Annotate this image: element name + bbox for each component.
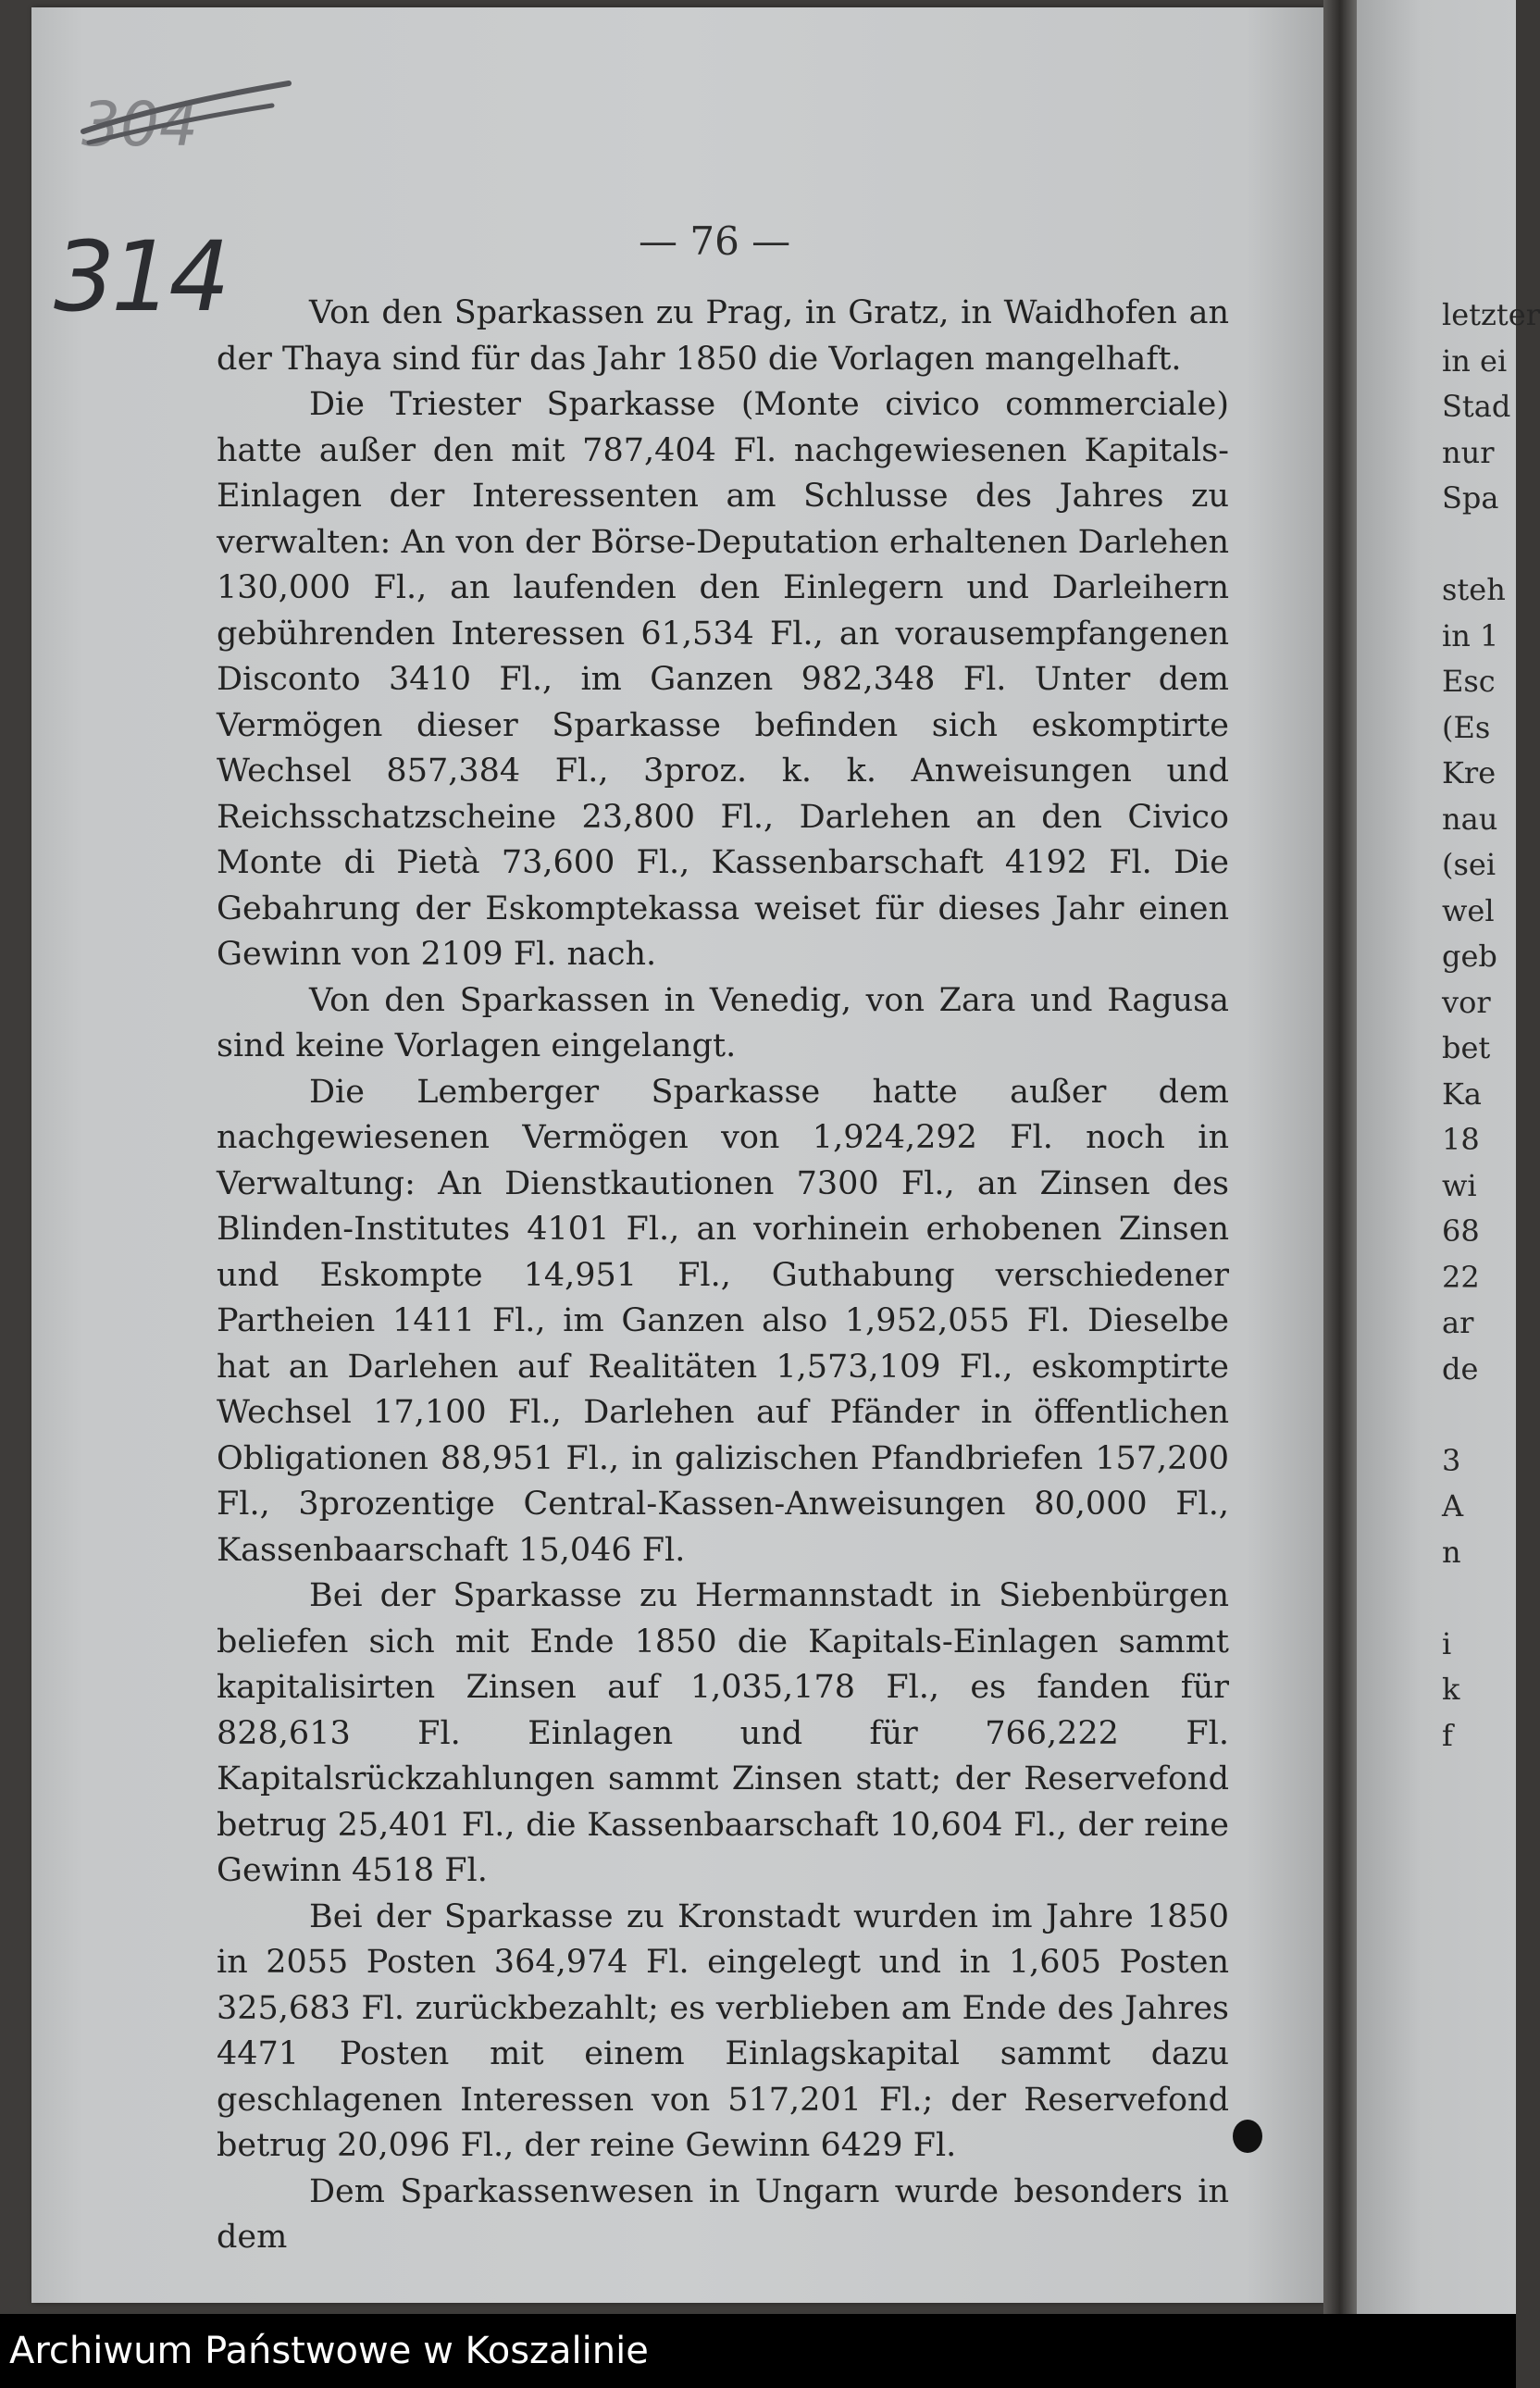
paragraph-hermannstadt: Bei der Sparkasse zu Hermannstadt in Siebenbürgen beliefen sich mit Ende 1850 die Kapitals-Einlagen sammt kapitalisirten Zinsen auf 1,035,178 Fl., es fanden für 828,613 Fl. Einlagen und für 766,222 Fl. Kapitalsrückzahlungen sammt Zinsen statt; der Reservefond betrug 25,401 Fl., die Kassenbaarschaft 10,604 Fl., der reine Gewinn 4518 Fl. [217,1577,1229,1889]
margin-fragment: k [1442,1672,1460,1707]
margin-fragment: Esc [1442,664,1496,699]
margin-fragment: in 1 [1442,617,1499,653]
margin-fragment: 18 [1442,1122,1480,1157]
margin-fragment [1442,1575,1516,1622]
margin-fragment: 68 [1442,1213,1480,1249]
margin-fragment: bet [1442,1030,1491,1065]
margin-fragment: 3 [1442,1442,1461,1478]
book-gutter [1323,0,1357,2314]
margin-fragment: Kre [1442,755,1497,790]
margin-fragment: in ei [1442,342,1508,379]
margin-fragment: 22 [1442,1259,1480,1295]
margin-fragment: wi [1442,1167,1477,1203]
margin-fragment: (Es [1442,709,1491,745]
paragraph-prag-gratz: Von den Sparkassen zu Prag, in Gratz, in Waidhofen an der Thaya sind für das Jahr 1850 die Vorlagen mangelhaft. [217,294,1229,378]
margin-fragment: i [1442,1625,1452,1661]
page-number: — 76 — [639,218,791,264]
archive-number: 314 [54,220,227,333]
margin-fragment: wel [1442,892,1495,928]
margin-fragment: letzter [1442,297,1540,332]
margin-fragment: nur [1442,434,1495,470]
margin-fragment: steh [1442,572,1506,607]
paragraph-venedig: Von den Sparkassen in Venedig, von Zara und Ragusa sind keine Vorlagen eingelangt. [217,981,1229,1064]
margin-fragment: nau [1442,801,1498,837]
ink-blot [1233,2120,1262,2153]
margin-fragment: ar [1442,1305,1474,1340]
margin-fragment: (sei [1442,847,1497,882]
margin-fragment: de [1442,1350,1479,1387]
paragraph-kronstadt: Bei der Sparkasse zu Kronstadt wurden im Jahre 1850 in 2055 Posten 364,974 Fl. eingelegt und in 1,605 Posten 325,683 Fl. zurückbezahlt; es verblieben am Ende des Jahres 4471 Posten mit einem Einlagskapital sammt dazu geschlagenen Interessen von 517,201 Fl.; der Reservefond betrug 20,096 Fl., der reine Gewinn 6429 Fl. [217,1897,1229,2164]
margin-fragment: f [1442,1717,1453,1753]
right-page-text-fragments [1442,292,1540,1759]
paragraph-lemberg: Die Lemberger Sparkasse hatte außer dem nachgewiesenen Vermögen von 1,924,292 Fl. noch in Verwaltung: An Dienstkautionen 7300 Fl., an Zinsen des Blinden-Institutes 4101 Fl., an vorhinein erhobenen Zinsen und Eskompte 14,951 Fl., Guthabung verschiedener Partheien 1411 Fl., im Ganzen also 1,952,055 Fl. Dieselbe hat an Darlehen auf Realitäten 1,573,109 Fl., eskomptirte Wechsel 17,100 Fl., Darlehen auf Pfänder in öffentlichen Obligationen 88,951 Fl., in galizischen Pfandbriefen 157,200 Fl., 3prozentige Central-Kassen-Anweisungen 80,000 Fl., Kassenbaarschaft 15,046 Fl. [217,1073,1229,1569]
margin-fragment: Ka [1442,1076,1482,1112]
paragraph-ungarn: Dem Sparkassenwesen in Ungarn wurde besonders in dem [217,2172,1229,2256]
archive-footer: Archiwum Państwowe w Koszalinie [0,2314,1516,2388]
margin-fragment: vor [1442,984,1491,1020]
margin-fragment: Stad [1442,389,1511,424]
page-body-text [217,291,1229,2261]
archive-number-crossed-out: 304 [81,89,198,160]
margin-fragment: A [1442,1488,1464,1524]
margin-fragment: geb [1442,939,1497,974]
margin-fragment: Spa [1442,480,1499,516]
margin-fragment [1442,522,1516,568]
strike-through-mark [74,74,296,157]
margin-fragment [1442,1392,1516,1438]
margin-fragment: n [1442,1534,1461,1570]
paragraph-triest: Die Triester Sparkasse (Monte civico commerciale) hatte außer den mit 787,404 Fl. nachgewiesenen Kapitals-Einlagen der Interessenten am Schlusse des Jahres zu verwalten: An von der Börse-Deputation erhaltenen Darlehen 130,000 Fl., an laufenden den Einlegern und Darleihern gebührenden Interessen 61,534 Fl., an vorausempfangenen Disconto 3410 Fl., im Ganzen 982,348 Fl. Unter dem Vermögen dieser Sparkasse befinden sich eskomptirte Wechsel 857,384 Fl., 3proz. k. k. Anweisungen und Reichsschatzscheine 23,800 Fl., Darlehen an den Civico Monte di Pietà 73,600 Fl., Kassenbarschaft 4192 Fl. Die Gebahrung der Eskomptekassa weiset für dieses Jahr einen Gewinn von 2109 Fl. nach. [217,386,1229,973]
